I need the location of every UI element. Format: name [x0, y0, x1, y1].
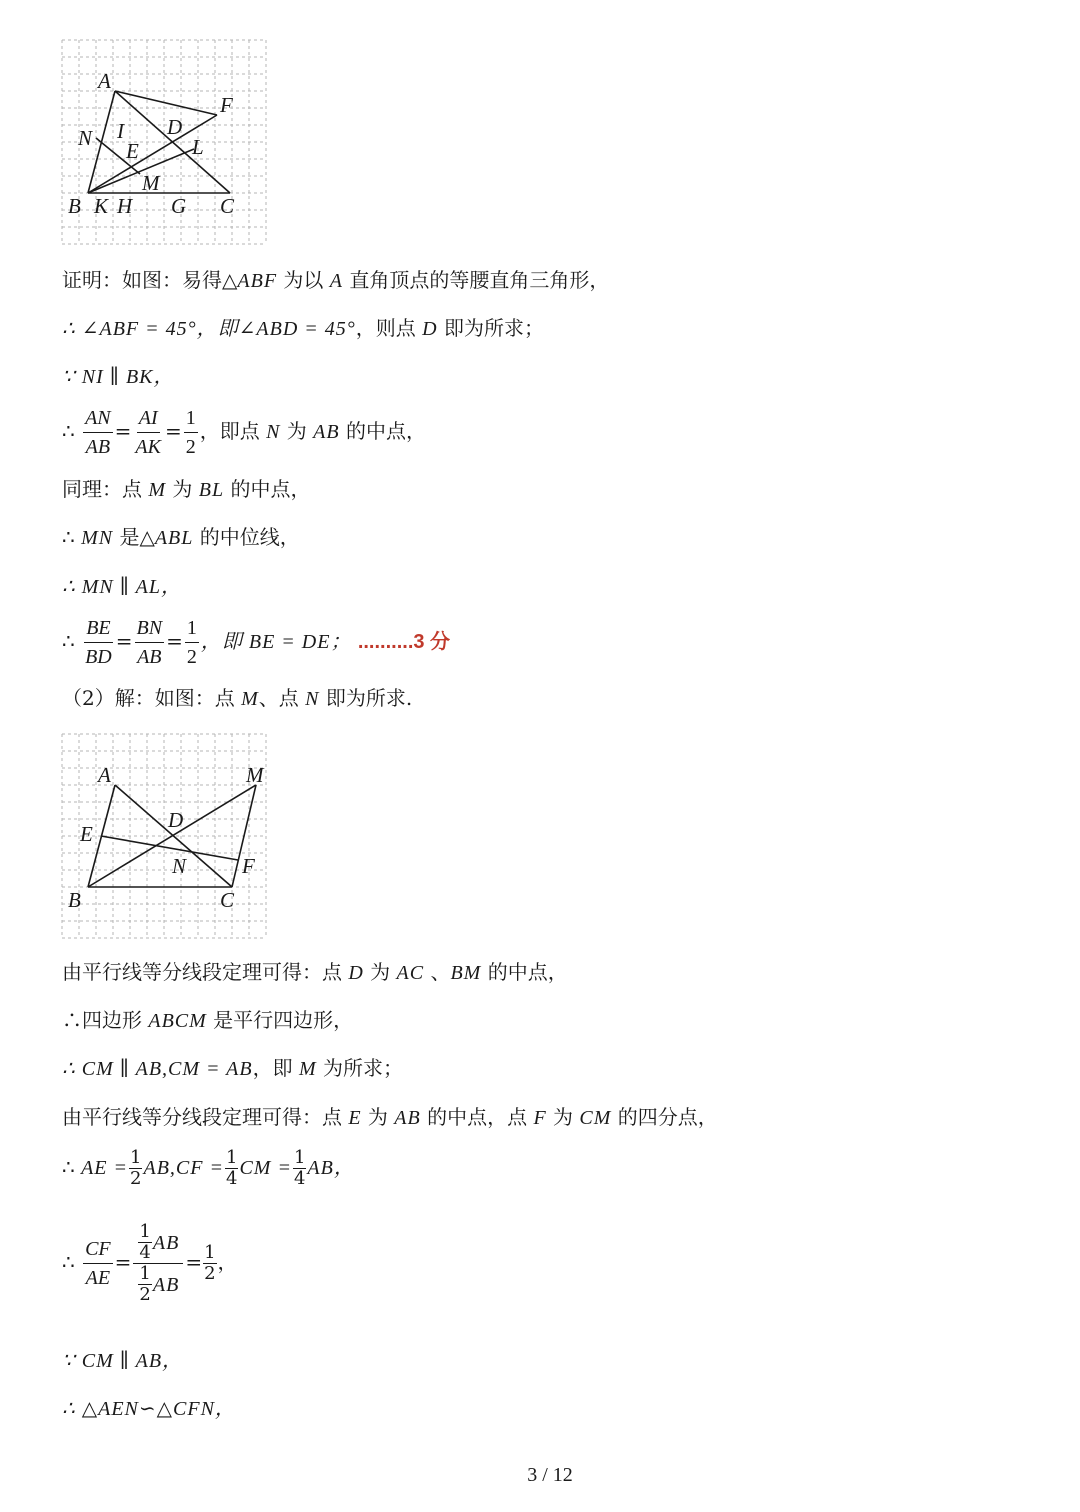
solution-line-5	[62, 1148, 355, 1189]
figure-1-svg	[60, 38, 272, 248]
math-span: ∴ MN ∥ AL，	[62, 576, 182, 598]
therefore-symbol: ∴	[62, 419, 75, 443]
compound-numerator	[133, 1222, 183, 1264]
math-span: N	[266, 421, 281, 443]
math-span: AB	[313, 421, 340, 443]
math-span: ，即∠ABD = 45°	[196, 318, 356, 340]
fraction-numerator: BE	[84, 614, 112, 643]
fig2-label-B: B	[68, 888, 81, 912]
fig1-label-A: A	[98, 69, 111, 93]
fig1-label-D: D	[167, 115, 183, 139]
fraction-numerator: 1	[185, 614, 199, 643]
fraction-numerator: AN	[83, 404, 113, 433]
compound-fraction	[133, 1222, 183, 1305]
fraction-bn-ab	[135, 614, 165, 671]
text-span: （2）解：如图：点	[62, 686, 242, 710]
proof-line-8: ∴ $\frac{BE}{BD}$ = $\frac{BN}{AB}$ = $\frac{1}{2}$ ，即 BE = DE； ..........3 分	[62, 614, 450, 671]
solution-line-3	[62, 1054, 403, 1083]
fraction-denominator: AE	[85, 1267, 111, 1289]
fraction-denominator: 2	[204, 1263, 216, 1284]
fig1-label-E: E	[126, 139, 139, 163]
text-span: 同理：点	[62, 477, 149, 501]
math-span: ∵ NI ∥ BK，	[62, 366, 175, 388]
fraction-numerator: 1	[139, 1221, 151, 1242]
math-span: D	[422, 318, 438, 340]
fraction-one-half	[184, 404, 198, 461]
fig1-label-F: F	[220, 93, 233, 117]
math-span: AB，	[307, 1157, 355, 1179]
solution-line-1	[62, 958, 568, 987]
fig2-label-M: M	[246, 763, 264, 787]
text-span: 直角顶点的等腰直角三角形，	[342, 268, 610, 292]
fraction-denominator: AB	[137, 646, 162, 668]
fig2-label-D: D	[168, 808, 184, 832]
fig1-label-K: K	[94, 194, 109, 218]
therefore-symbol: ∴	[62, 1250, 75, 1274]
text-span: ，即	[252, 1056, 299, 1080]
proof-line-5	[62, 475, 310, 504]
text-span: 为	[363, 960, 397, 984]
fraction-numerator: 1	[225, 1147, 238, 1168]
fraction-one-quarter	[225, 1148, 238, 1189]
text-span: 即为所求.	[319, 686, 413, 710]
math-span: ∵ CM ∥ AB，	[62, 1350, 184, 1372]
therefore-symbol: ∴	[62, 1155, 75, 1179]
fraction-denominator: AB	[85, 436, 111, 458]
fig2-label-C: C	[220, 888, 235, 912]
fraction-numerator: 1	[130, 1147, 142, 1168]
text-span: 、点	[258, 686, 306, 710]
fig1-label-C: C	[220, 194, 235, 218]
math-span: ，即 BE = DE；	[200, 631, 352, 653]
text-span: 的中点，	[481, 960, 568, 984]
solution-line-8	[62, 1394, 236, 1423]
fraction-cf-ae	[83, 1235, 113, 1292]
fraction-denominator: 2	[185, 436, 196, 458]
math-span: AB	[152, 1231, 180, 1254]
fraction-numerator: 1	[139, 1263, 151, 1284]
score-mark: ..........3 分	[357, 631, 451, 653]
text-span: 由平行线等分线段定理可得：点	[62, 960, 349, 984]
fraction-one-half	[138, 1264, 151, 1305]
page-number: 3 / 12	[527, 1464, 573, 1486]
fraction-an-ab	[83, 404, 113, 461]
fraction-denominator: 2	[139, 1284, 151, 1305]
text-span: 证明：如图：易得△	[62, 268, 238, 292]
fraction-denominator: AK	[135, 436, 161, 458]
grid-1	[62, 40, 266, 244]
part-2-heading	[62, 684, 412, 713]
fraction-one-quarter	[293, 1148, 306, 1189]
solution-line-2	[62, 1006, 353, 1035]
text-span: 由平行线等分线段定理可得：点	[62, 1105, 349, 1129]
fraction-one-quarter	[138, 1222, 151, 1263]
math-span: AB	[152, 1273, 180, 1296]
text-span: 的中点，	[339, 419, 426, 443]
solution-line-6: ∴ $\frac{CF}{AE}$ = $\frac{1}{4}$ AB $\frac{1}{2}$ AB = $\frac{1}{2}$ ，	[62, 1221, 238, 1305]
fraction-numerator: 1	[204, 1242, 216, 1263]
math-span: AB	[394, 1107, 421, 1129]
fraction-denominator: 2	[130, 1168, 142, 1189]
math-span: ∴ CM ∥ AB,CM = AB	[62, 1058, 253, 1080]
math-span: ABCM	[148, 1010, 207, 1032]
text-span: 为	[361, 1105, 395, 1129]
fig2-label-A: A	[98, 763, 111, 787]
text-span: 即为所求；	[437, 316, 544, 340]
fraction-denominator: 4	[225, 1168, 238, 1189]
fig1-label-B: B	[68, 194, 81, 218]
fig1-label-M: M	[142, 171, 160, 195]
fig1-label-L: L	[192, 135, 204, 159]
therefore-symbol: ∴	[62, 629, 75, 653]
text-span: 为以	[277, 268, 330, 292]
math-span: MN	[81, 527, 114, 549]
math-span: M	[241, 688, 259, 710]
math-span: BM	[450, 962, 482, 984]
math-span: BL	[198, 479, 225, 501]
fraction-denominator: BD	[85, 646, 112, 668]
proof-line-1	[62, 266, 609, 295]
solution-line-4	[62, 1103, 718, 1132]
fig2-label-N: N	[172, 854, 187, 878]
figure-2-svg	[60, 732, 272, 942]
text-span: 为	[166, 477, 199, 501]
figure-1	[60, 38, 272, 248]
fraction-numerator: 1	[184, 404, 198, 433]
text-span: 为	[546, 1105, 580, 1129]
text-span: 的中位线，	[193, 525, 300, 549]
fraction-numerator: 1	[293, 1147, 306, 1168]
fraction-numerator: BN	[135, 614, 165, 643]
fig1-label-G: G	[171, 194, 187, 218]
math-span: ∴ ∠ABF = 45°	[62, 318, 197, 340]
text-span: ，	[217, 1250, 238, 1274]
fig1-label-N: N	[78, 126, 93, 150]
fraction-numerator: AI	[137, 404, 160, 433]
proof-line-2	[62, 314, 544, 343]
compound-denominator	[133, 1264, 183, 1305]
solution-line-7	[62, 1346, 183, 1375]
proof-line-4: ∴ $\frac{AN}{AB}$ = $\frac{AI}{AK}$ = $\frac{1}{2}$ ，即点 N 为 AB 的中点，	[62, 404, 426, 461]
math-span: AE =	[81, 1157, 129, 1179]
fig1-label-H: H	[117, 194, 133, 218]
fraction-denominator: 4	[293, 1168, 306, 1189]
text-span: ，则点	[355, 316, 423, 340]
text-span: 的四分点，	[611, 1105, 718, 1129]
proof-line-3	[62, 362, 175, 391]
math-span: F	[533, 1107, 547, 1129]
fraction-one-half	[185, 614, 199, 671]
fraction-denominator: 2	[186, 646, 197, 668]
text-span: 的中点，	[224, 477, 311, 501]
text-span: 为所求；	[316, 1056, 403, 1080]
fig1-label-I: I	[117, 119, 124, 143]
text-span: 的中点，点	[420, 1105, 534, 1129]
math-span: CM	[579, 1107, 612, 1129]
math-span: M	[148, 479, 167, 501]
fig2-label-F: F	[242, 854, 255, 878]
math-span: ABF	[237, 270, 278, 292]
math-span: AC	[396, 962, 425, 984]
fraction-one-half	[129, 1148, 142, 1189]
fraction-numerator: CF	[83, 1235, 113, 1264]
fraction-one-half	[203, 1243, 216, 1284]
math-span: AB,CF =	[143, 1157, 224, 1179]
math-span: CM =	[239, 1157, 292, 1179]
fig2-label-E: E	[80, 822, 93, 846]
math-span: A	[329, 270, 343, 292]
text-span: ∴	[62, 525, 82, 549]
text-span: 是平行四边形，	[206, 1008, 354, 1032]
math-span: M	[298, 1058, 317, 1080]
fraction-denominator: 4	[139, 1242, 151, 1263]
text-span: ∴四边形	[62, 1008, 149, 1032]
math-span: N	[305, 688, 320, 710]
text-span: ，即点	[199, 419, 267, 443]
proof-line-7	[62, 572, 182, 601]
proof-line-6	[62, 523, 300, 552]
math-span: E	[348, 1107, 362, 1129]
math-span: D	[348, 962, 364, 984]
figure-2	[60, 732, 272, 942]
math-span: ∴ △AEN∽△CFN，	[62, 1398, 236, 1420]
text-span: 、	[424, 960, 451, 984]
text-span: 为	[280, 419, 314, 443]
fraction-be-bd	[83, 614, 114, 671]
text-span: 是△	[113, 525, 155, 549]
math-span: ABL	[154, 527, 194, 549]
fraction-ai-ak	[133, 404, 163, 461]
